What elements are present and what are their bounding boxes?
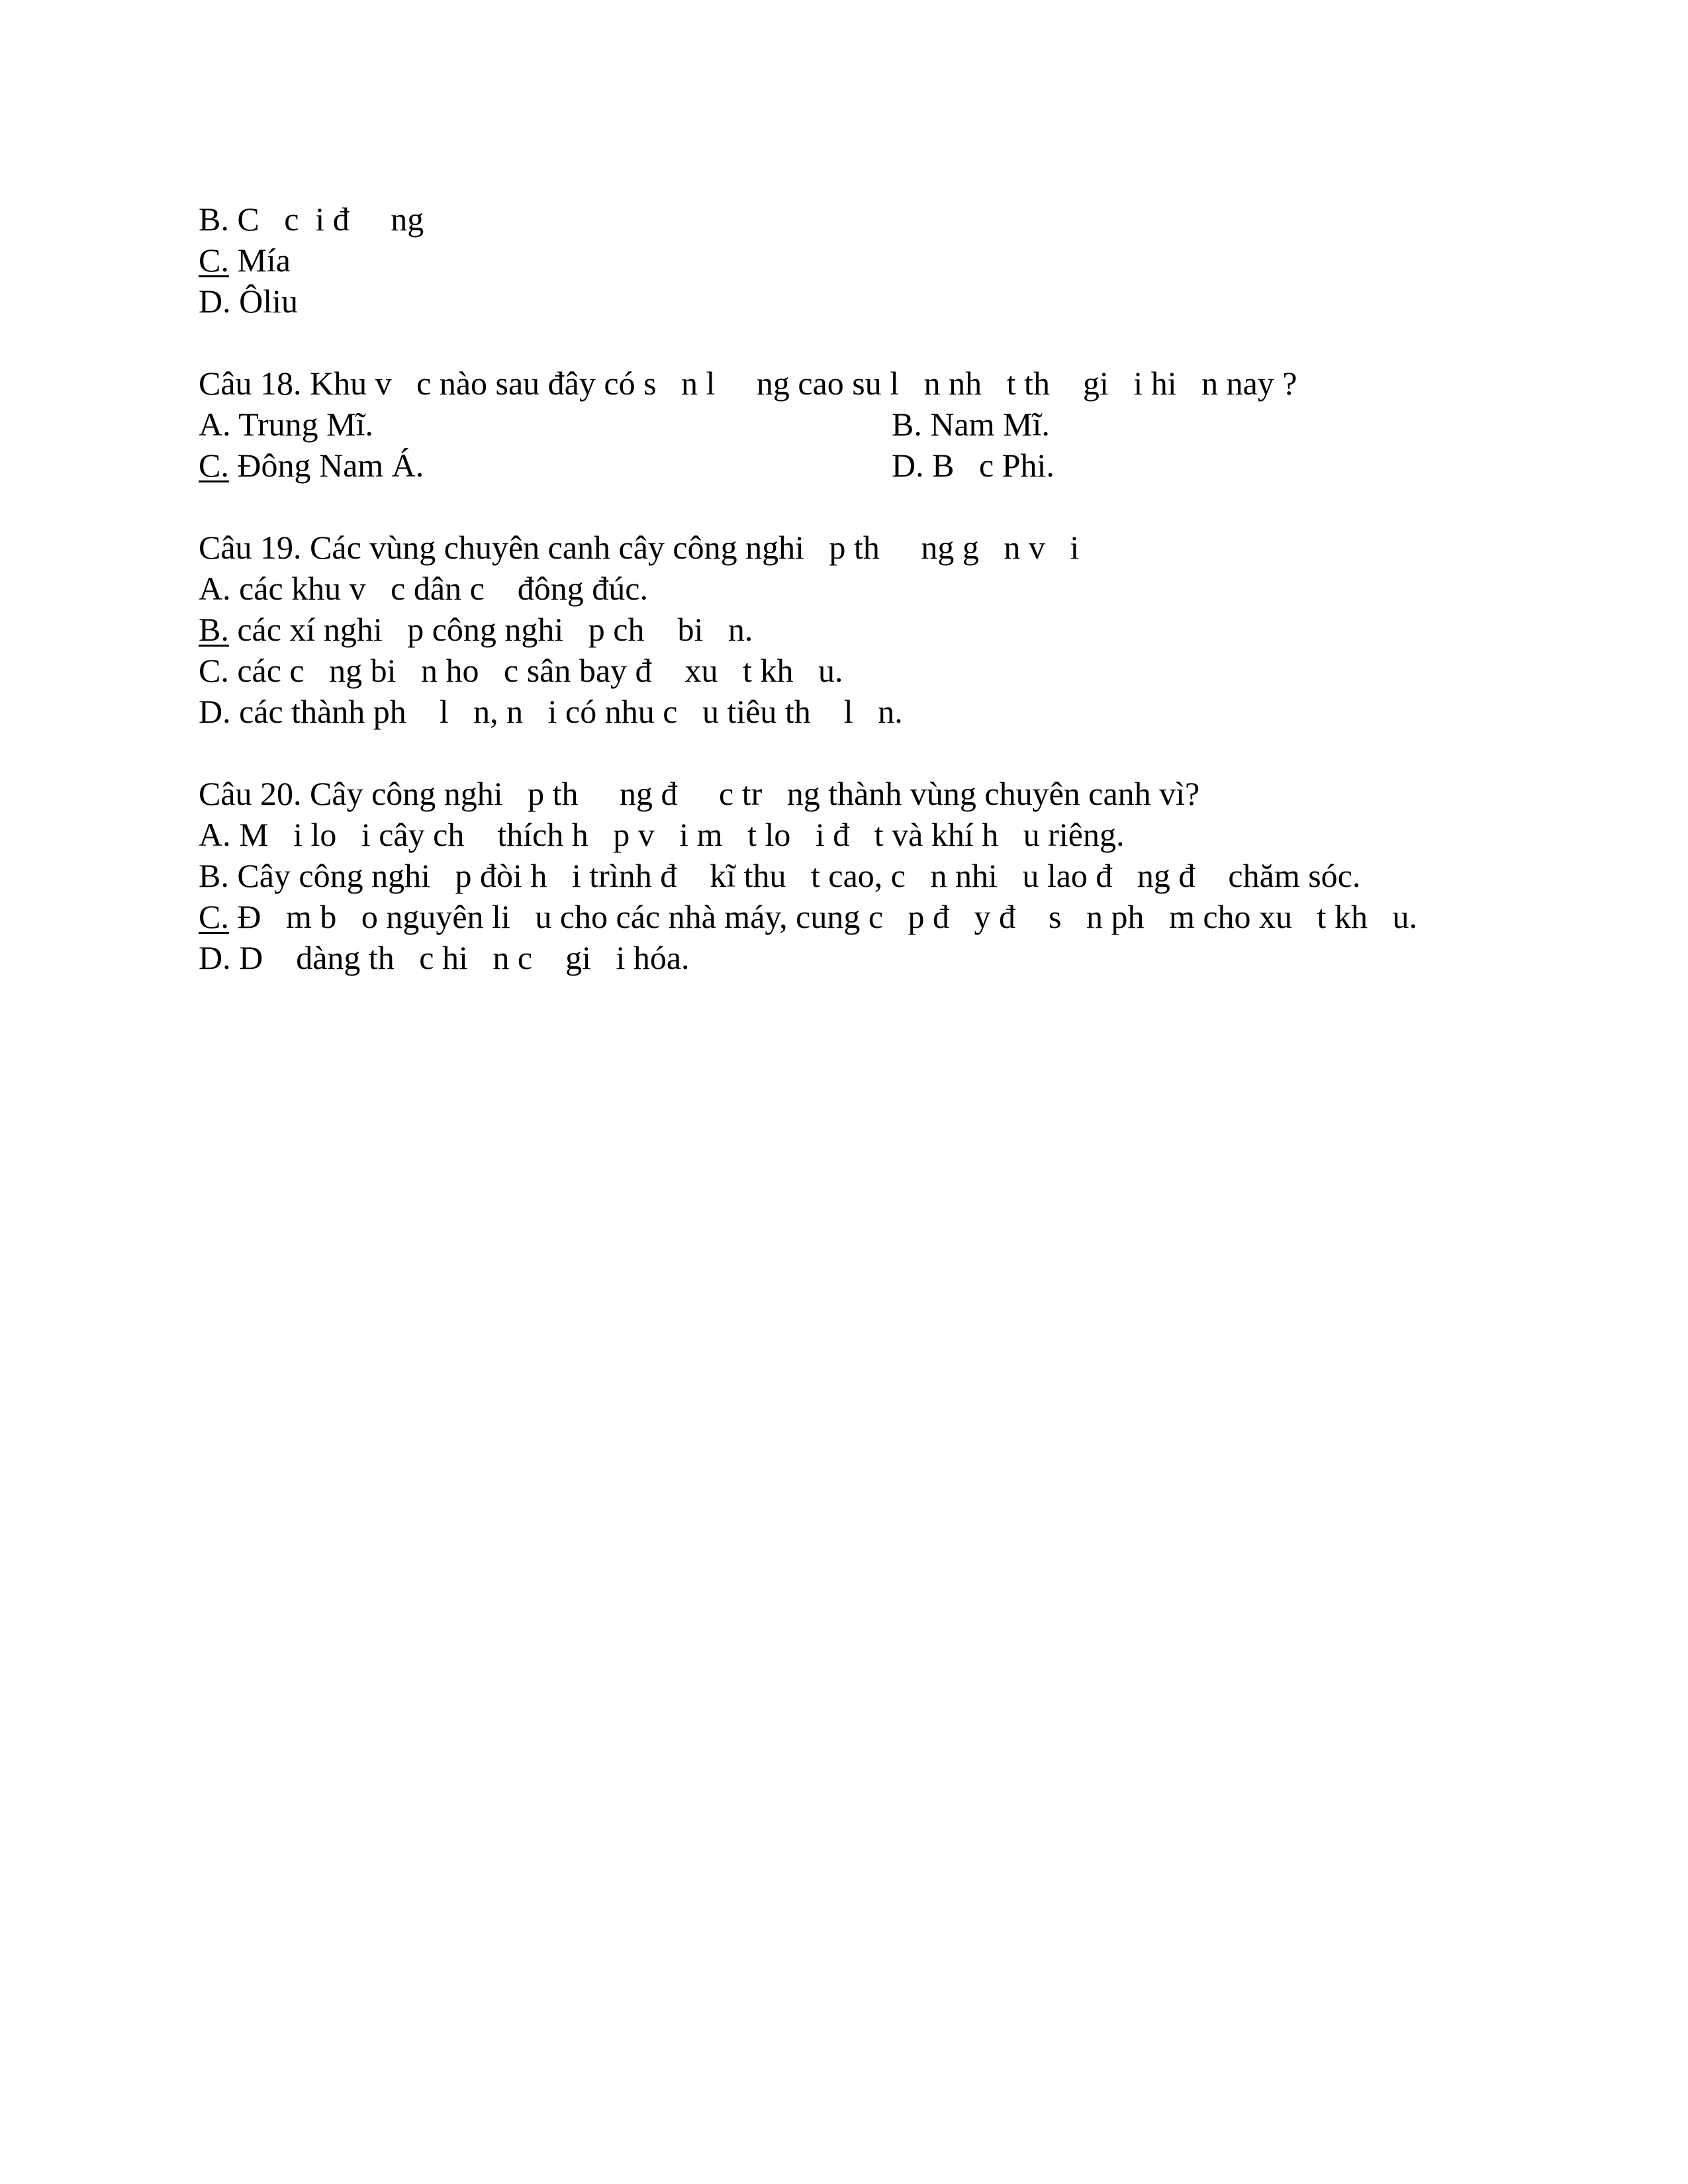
q18-option-c <box>199 445 892 486</box>
q19-option-c-letter: C. <box>199 652 229 689</box>
q18-options-row-1 <box>199 404 1489 445</box>
q20-option-c-letter-answer: C. <box>199 898 229 935</box>
spacer <box>199 732 1489 773</box>
q19-option-a <box>199 568 1489 609</box>
q19-option-c <box>199 650 1489 691</box>
q17-option-d <box>199 281 1489 322</box>
q20-option-d-letter: D. <box>199 939 231 976</box>
spacer <box>199 322 1489 363</box>
q19-question: Câu 19. Các vùng chuyên canh cây công nghi p th ng g n v i <box>199 529 1080 566</box>
q17-option-b <box>199 199 1489 240</box>
q19-option-b <box>199 609 1489 650</box>
q17-option-c <box>199 240 1489 281</box>
q17-option-b-letter: B. <box>199 201 229 238</box>
q20-option-c-text: Đ m b o nguyên li u cho các nhà máy, cung c p đ y đ s n ph m cho xu t kh u. <box>228 898 1417 935</box>
q19-option-a-text: các khu v c dân c đông đúc. <box>230 570 648 607</box>
q17-option-d-letter: D. <box>199 283 231 320</box>
q18-option-d-text: B c Phi. <box>923 447 1055 484</box>
q19-option-a-letter: A. <box>199 570 231 607</box>
document-page <box>199 199 1489 978</box>
q18-option-a-text: Trung Mĩ. <box>230 406 373 443</box>
q20-option-a <box>199 814 1489 855</box>
q18-option-c-letter-answer: C. <box>199 447 229 484</box>
q18-option-c-text: Đông Nam Á. <box>228 447 424 484</box>
q19-option-b-text: các xí nghi p công nghi p ch bi n. <box>228 611 753 648</box>
spacer <box>199 486 1489 527</box>
q20-option-a-letter: A. <box>199 816 231 853</box>
q18-option-b-text: Nam Mĩ. <box>921 406 1050 443</box>
q19-option-d-text: các thành ph l n, n i có nhu c u tiêu th l n. <box>230 693 903 730</box>
q20-option-b <box>199 855 1489 896</box>
q17-option-b-text: C c i đ ng <box>228 201 424 238</box>
q17-option-c-text: Mía <box>228 242 291 279</box>
q18-option-b <box>892 404 1050 445</box>
q20-option-a-text: M i lo i cây ch thích h p v i m t lo i đ t và khí h u riêng. <box>230 816 1125 853</box>
q18-option-a-letter: A. <box>199 406 231 443</box>
q17-option-c-letter-answer: C. <box>199 242 229 279</box>
q20-option-b-text: Cây công nghi p đòi h i trình đ kĩ thu t cao, c n nhi u lao đ ng đ chăm sóc. <box>228 857 1361 894</box>
q18-options-row-2 <box>199 445 1489 486</box>
q20-option-d-text: D dàng th c hi n c gi i hóa. <box>230 939 690 976</box>
q20-question: Câu 20. Cây công nghi p th ng đ c tr ng thành vùng chuyên canh vì? <box>199 775 1200 812</box>
q18-option-d-letter: D. <box>892 447 924 484</box>
q19-option-b-letter-answer: B. <box>199 611 229 648</box>
q17-option-d-text: Ôliu <box>230 283 299 320</box>
q18-option-d <box>892 445 1055 486</box>
q19-option-d <box>199 691 1489 732</box>
q18-question: Câu 18. Khu v c nào sau đây có s n l ng cao su l n nh t th gi i hi n nay ? <box>199 365 1297 402</box>
q18-option-b-letter: B. <box>892 406 922 443</box>
q20-option-c <box>199 896 1489 937</box>
q19-option-c-text: các c ng bi n ho c sân bay đ xu t kh u. <box>228 652 843 689</box>
q20-option-b-letter: B. <box>199 857 229 894</box>
q19-option-d-letter: D. <box>199 693 231 730</box>
q18-option-a <box>199 404 892 445</box>
q20-option-d <box>199 937 1489 978</box>
